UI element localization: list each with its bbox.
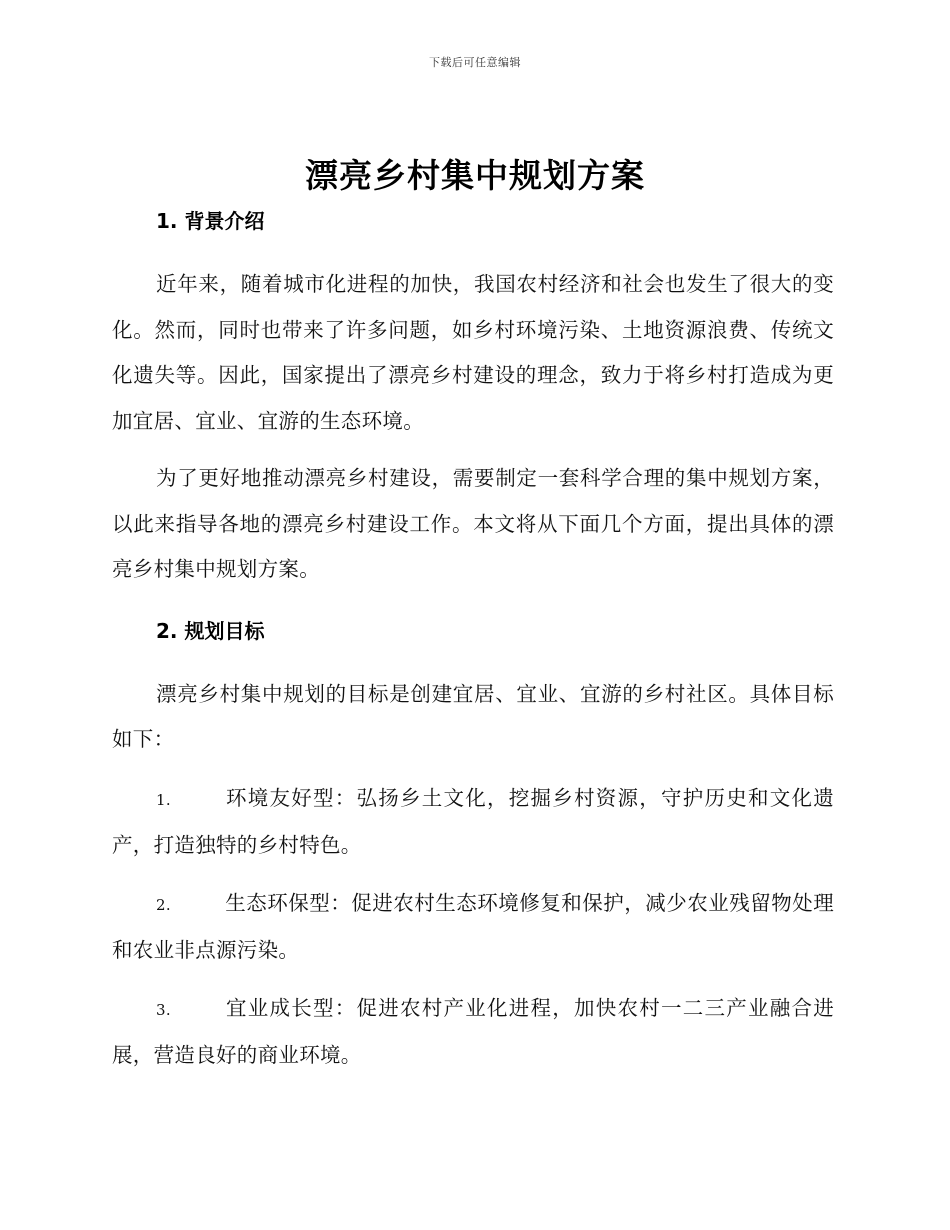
list-item — [112, 776, 834, 869]
document-body — [112, 205, 834, 1079]
list-item-text: 环境友好型：弘扬乡土文化，挖掘乡村资源，守护历史和文化遗产，打造独特的乡村特色。 — [112, 785, 834, 857]
list-item-text: 宜业成长型：促进农村产业化进程，加快农村一二三产业融合进展，营造良好的商业环境。 — [112, 995, 834, 1067]
page-header-note: 下载后可任意编辑 — [429, 56, 521, 69]
list-item-number: 3. — [156, 1000, 171, 1019]
section-heading-background: 1. 背景介绍 — [156, 209, 265, 233]
list-item-number: 2. — [156, 895, 171, 914]
list-item-text: 生态环保型：促进农村生态环境修复和保护，减少农业残留物处理和农业非点源污染。 — [112, 890, 834, 962]
paragraph: 为了更好地推动漂亮乡村建设，需要制定一套科学合理的集中规划方案，以此来指导各地的漂亮乡村建设工作。本文将从下面几个方面，提出具体的漂亮乡村集中规划方案。 — [112, 466, 834, 581]
list-item — [112, 881, 834, 974]
paragraph: 近年来，随着城市化进程的加快，我国农村经济和社会也发生了很大的变化。然而，同时也带来了许多问题，如乡村环境污染、土地资源浪费、传统文化遗失等。因此，国家提出了漂亮乡村建设的理念，致力于将乡村打造成为更加宜居、宜业、宜游的生态环境。 — [112, 272, 834, 433]
paragraph: 漂亮乡村集中规划的目标是创建宜居、宜业、宜游的乡村社区。具体目标如下： — [112, 681, 834, 751]
list-item-number: 1. — [156, 790, 171, 809]
list-item — [112, 986, 834, 1079]
section-heading-goals: 2. 规划目标 — [156, 618, 265, 643]
document-title: 漂亮乡村集中规划方案 — [305, 156, 645, 195]
